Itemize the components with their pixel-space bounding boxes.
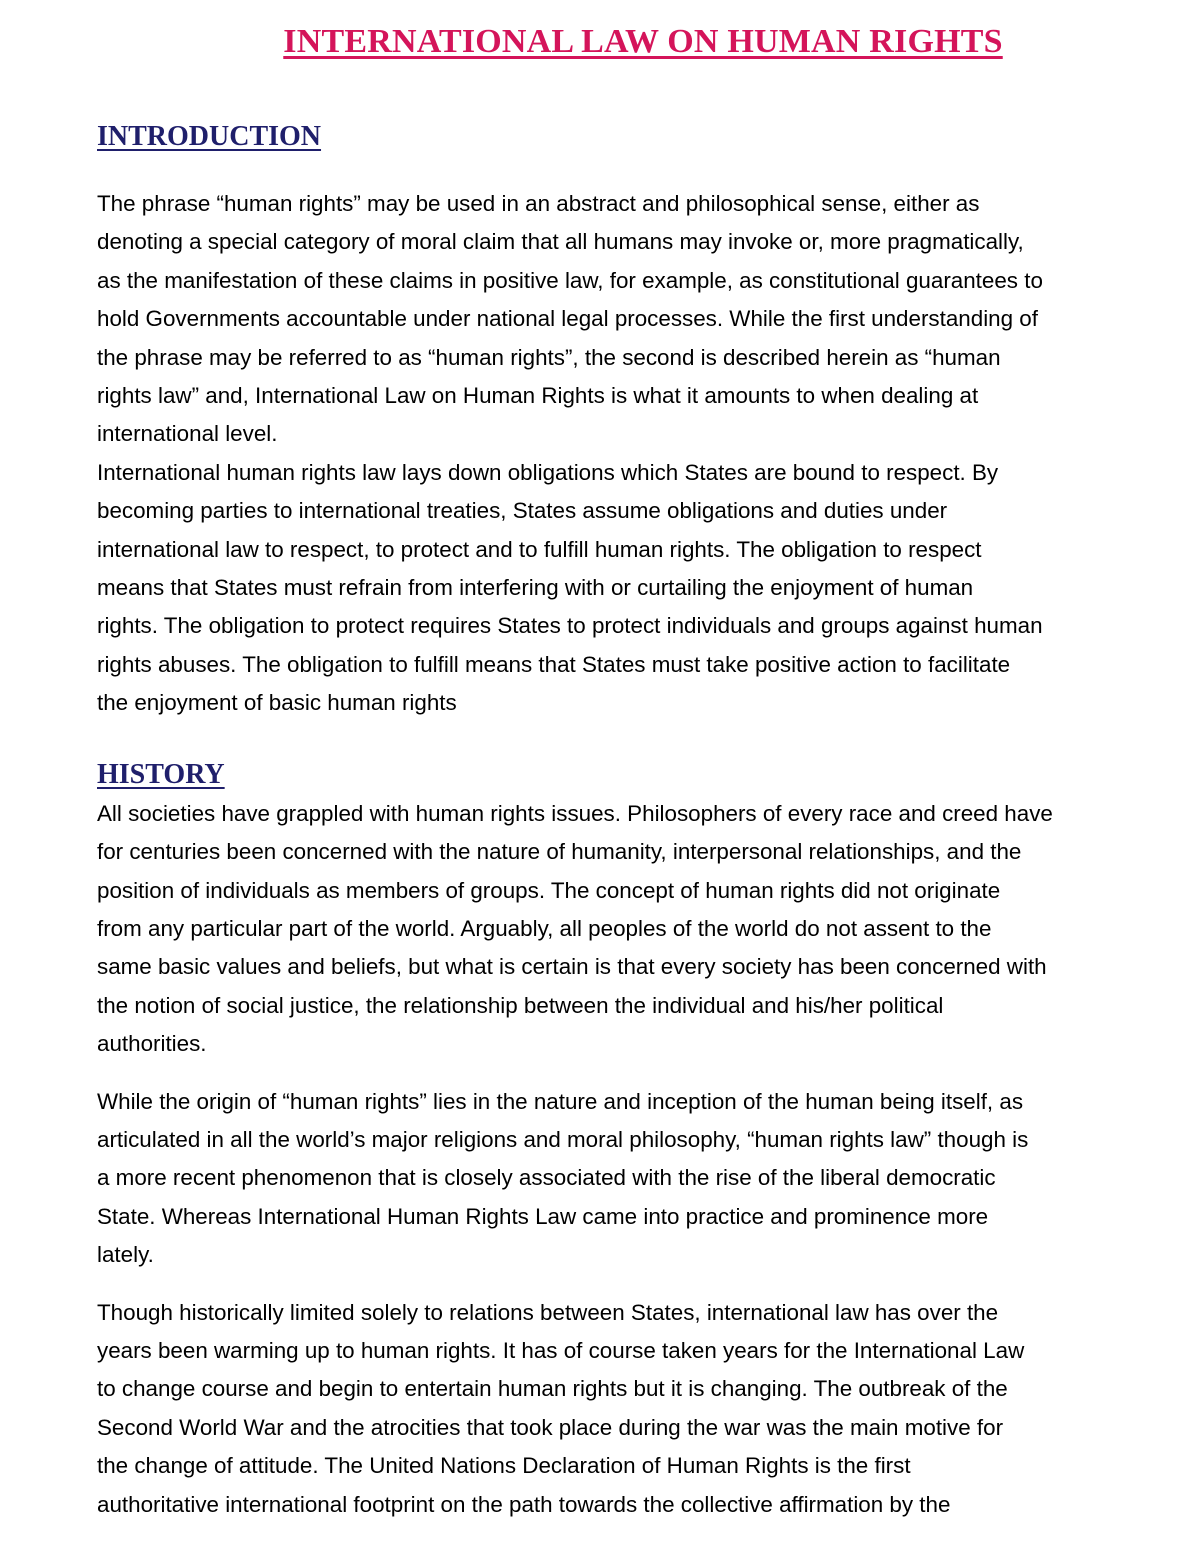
text-line: same basic values and beliefs, but what is certain is that every society has been concerned with — [97, 954, 1047, 980]
text-line: the enjoyment of basic human rights — [97, 690, 457, 716]
section-heading-history: HISTORY — [97, 758, 225, 790]
text-line: position of individuals as members of groups. The concept of human rights did not originate — [97, 877, 1001, 903]
text-line: means that States must refrain from interfering with or curtailing the enjoyment of human — [97, 575, 974, 601]
text-line: to change course and begin to entertain human rights but it is changing. The outbreak of the — [97, 1376, 1008, 1402]
paragraph — [97, 454, 1167, 723]
paragraph — [97, 795, 1167, 1064]
text-line: All societies have grappled with human rights issues. Philosophers of every race and creed have — [97, 800, 1053, 826]
text-line: While the origin of “human rights” lies in the nature and inception of the human being itself, as — [97, 1088, 1024, 1114]
document-title: INTERNATIONAL LAW ON HUMAN RIGHTS — [283, 23, 1003, 60]
text-line: international level. — [97, 421, 278, 447]
text-line: hold Governments accountable under national legal processes. While the first understanding of — [97, 306, 1038, 332]
text-line: rights law” and, International Law on Human Rights is what it amounts to when dealing at — [97, 383, 979, 409]
text-line: authoritative international footprint on the path towards the collective affirmation by the — [97, 1491, 951, 1517]
text-line: rights abuses. The obligation to fulfill means that States must take positive action to facilitate — [97, 651, 1011, 677]
paragraph — [97, 185, 1167, 454]
text-line: denoting a special category of moral claim that all humans may invoke or, more pragmatically, — [97, 229, 1024, 255]
text-line: The phrase “human rights” may be used in an abstract and philosophical sense, either as — [97, 191, 980, 216]
text-line: State. Whereas International Human Rights Law came into practice and prominence more — [97, 1203, 989, 1229]
document-page — [97, 18, 1167, 1524]
text-line: the change of attitude. The United Nations Declaration of Human Rights is the first — [97, 1453, 911, 1479]
text-line: International human rights law lays down obligations which States are bound to respect. By — [97, 459, 999, 485]
text-line: Second World War and the atrocities that took place during the war was the main motive for — [97, 1414, 1004, 1440]
paragraph — [97, 1294, 1167, 1524]
text-line: lately. — [97, 1242, 154, 1268]
section-history — [97, 755, 1167, 1524]
section-introduction — [97, 117, 1167, 723]
text-line: becoming parties to international treaties, States assume obligations and duties under — [97, 498, 948, 524]
text-line: as the manifestation of these claims in positive law, for example, as constitutional guarantees to — [97, 267, 1043, 293]
section-heading-introduction: INTRODUCTION — [97, 121, 322, 152]
text-line: from any particular part of the world. Arguably, all peoples of the world do not assent to the — [97, 915, 992, 941]
text-line: for centuries been concerned with the nature of humanity, interpersonal relationships, and the — [97, 839, 1022, 865]
text-line: years been warming up to human rights. It has of course taken years for the International Law — [97, 1337, 1025, 1363]
text-line: the phrase may be referred to as “human rights”, the second is described herein as “human — [97, 344, 1001, 370]
paragraph — [97, 1083, 1167, 1275]
text-line: articulated in all the world’s major religions and moral philosophy, “human rights law” though is — [97, 1126, 1029, 1152]
text-line: authorities. — [97, 1031, 207, 1057]
text-line: Though historically limited solely to relations between States, international law has over the — [97, 1299, 999, 1325]
text-line: international law to respect, to protect and to fulfill human rights. The obligation to respect — [97, 536, 982, 562]
text-line: rights. The obligation to protect requires States to protect individuals and groups against human — [97, 613, 1043, 639]
text-line: a more recent phenomenon that is closely associated with the rise of the liberal democratic — [97, 1165, 996, 1191]
text-line: the notion of social justice, the relationship between the individual and his/her political — [97, 992, 944, 1018]
